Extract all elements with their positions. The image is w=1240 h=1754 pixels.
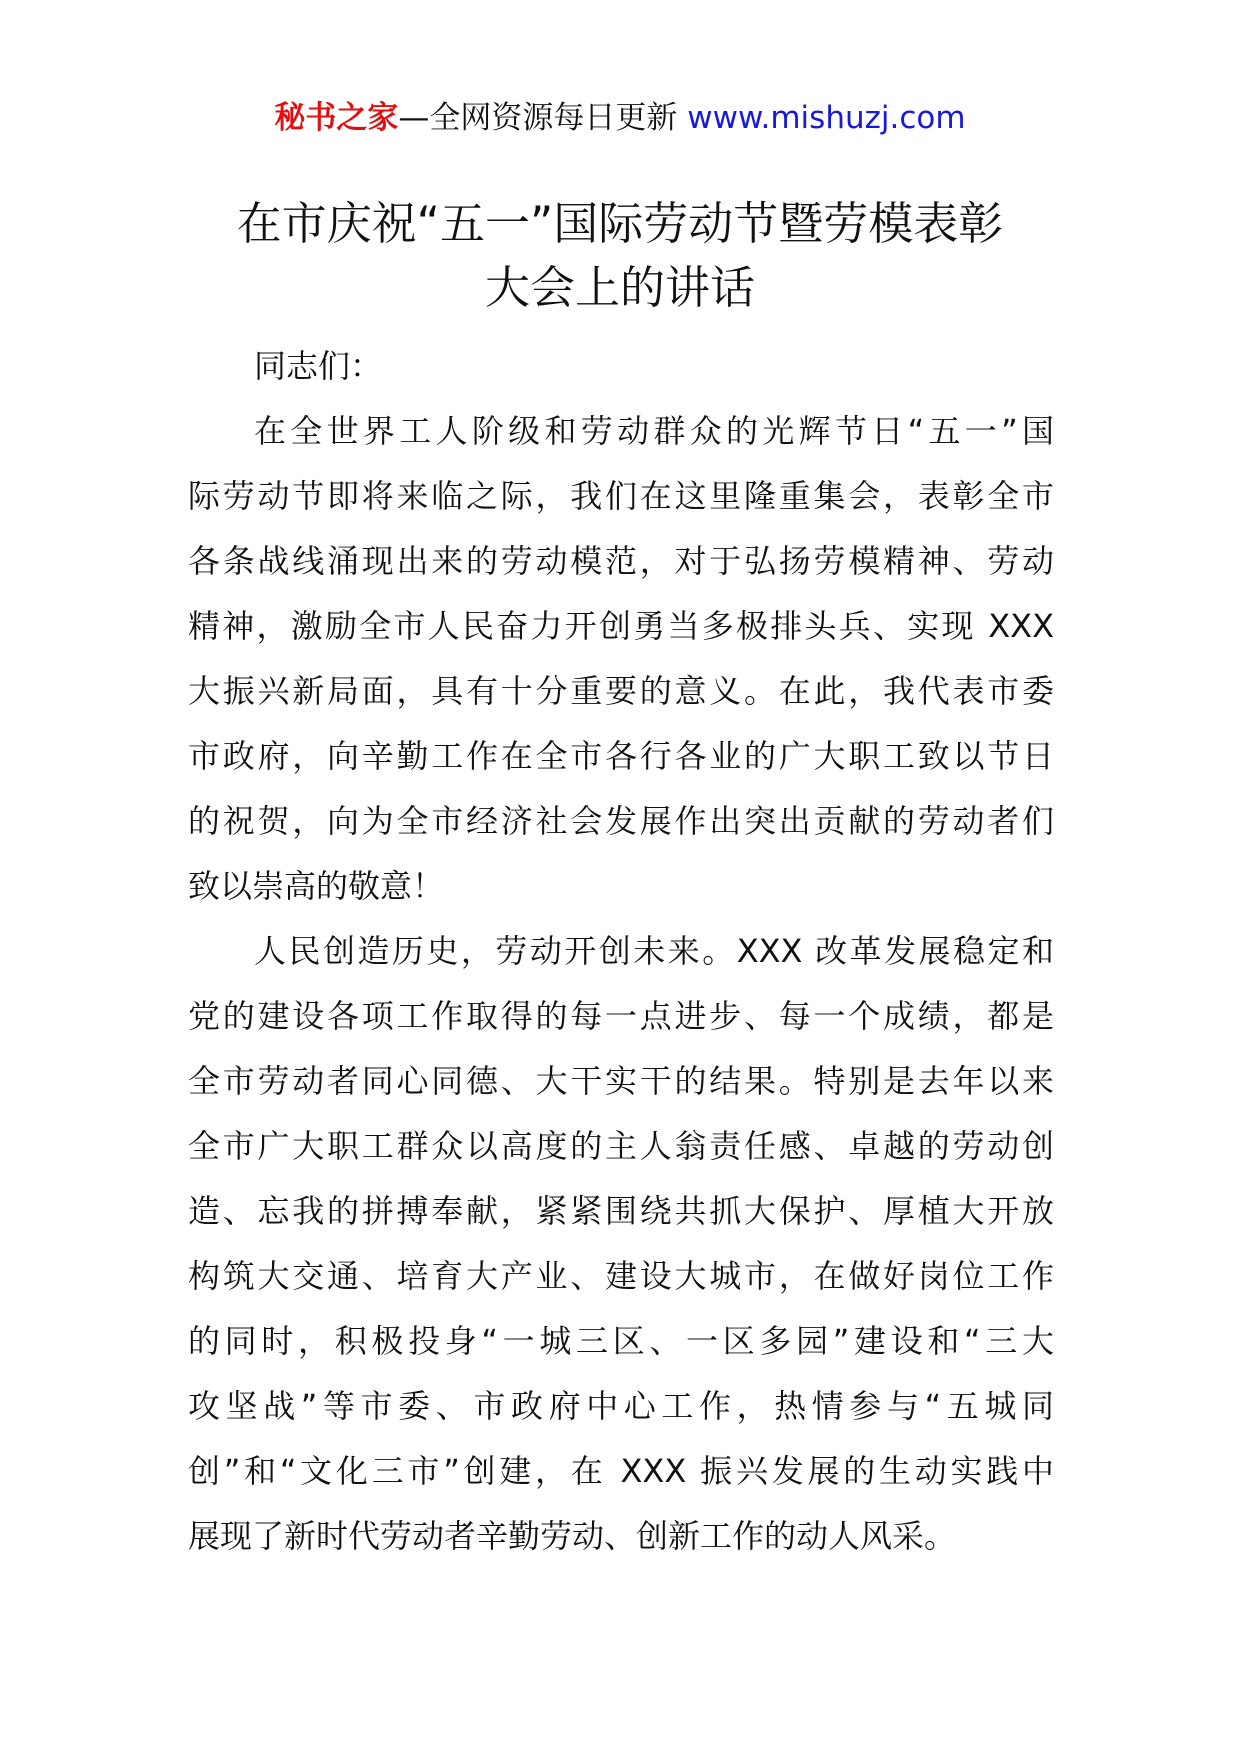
paragraph-line: 精神，激励全市人民奋力开创勇当多极排头兵、实现 XXX xyxy=(188,607,1054,645)
paragraph-2 xyxy=(188,919,1054,1569)
paragraph-line: 在全世界工人阶级和劳动群众的光辉节日“五一”国 xyxy=(254,412,1054,450)
site-header xyxy=(0,98,1240,138)
paragraph-1 xyxy=(188,399,1054,919)
paragraph-line: 致以崇高的敬意！ xyxy=(188,867,445,905)
paragraph-line: 党的建设各项工作取得的每一点进步、每一个成绩，都是 xyxy=(188,997,1054,1035)
paragraph-line: 人民创造历史，劳动开创未来。XXX 改革发展稳定和 xyxy=(254,932,1054,970)
salutation: 同志们： xyxy=(254,347,383,385)
paragraph-line: 展现了新时代劳动者辛勤劳动、创新工作的动人风采。 xyxy=(188,1517,957,1555)
site-name: 秘书之家 xyxy=(274,100,399,136)
paragraph-line: 攻坚战”等市委、市政府中心工作，热情参与“五城同 xyxy=(188,1387,1054,1425)
document-body xyxy=(188,334,1054,1569)
paragraph-line: 际劳动节即将来临之际，我们在这里隆重集会，表彰全市 xyxy=(188,477,1054,515)
paragraph-line: 市政府，向辛勤工作在全市各行各业的广大职工致以节日 xyxy=(188,737,1054,775)
title-line-2: 大会上的讲话 xyxy=(484,261,755,314)
paragraph-line: 大振兴新局面，具有十分重要的意义。在此，我代表市委 xyxy=(188,672,1054,710)
paragraph-line: 各条战线涌现出来的劳动模范，对于弘扬劳模精神、劳动 xyxy=(188,542,1054,580)
site-slogan: —全网资源每日更新 xyxy=(398,100,688,136)
paragraph-line: 全市广大职工群众以高度的主人翁责任感、卓越的劳动创 xyxy=(188,1127,1054,1165)
paragraph-line: 的同时，积极投身“一城三区、一区多园”建设和“三大 xyxy=(188,1322,1054,1360)
paragraph-line: 的祝贺，向为全市经济社会发展作出突出贡献的劳动者们 xyxy=(188,802,1054,840)
paragraph-line: 全市劳动者同心同德、大干实干的结果。特别是去年以来 xyxy=(188,1062,1054,1100)
paragraph-line: 造、忘我的拼搏奉献，紧紧围绕共抓大保护、厚植大开放 xyxy=(188,1192,1054,1230)
site-url-link[interactable]: www.mishuzj.com xyxy=(687,100,966,136)
title-line-1: 在市庆祝“五一”国际劳动节暨劳模表彰 xyxy=(236,197,1004,250)
document-title xyxy=(170,192,1070,320)
paragraph-line: 创”和“文化三市”创建，在 XXX 振兴发展的生动实践中 xyxy=(188,1452,1054,1490)
paragraph-line: 构筑大交通、培育大产业、建设大城市，在做好岗位工作 xyxy=(188,1257,1054,1295)
